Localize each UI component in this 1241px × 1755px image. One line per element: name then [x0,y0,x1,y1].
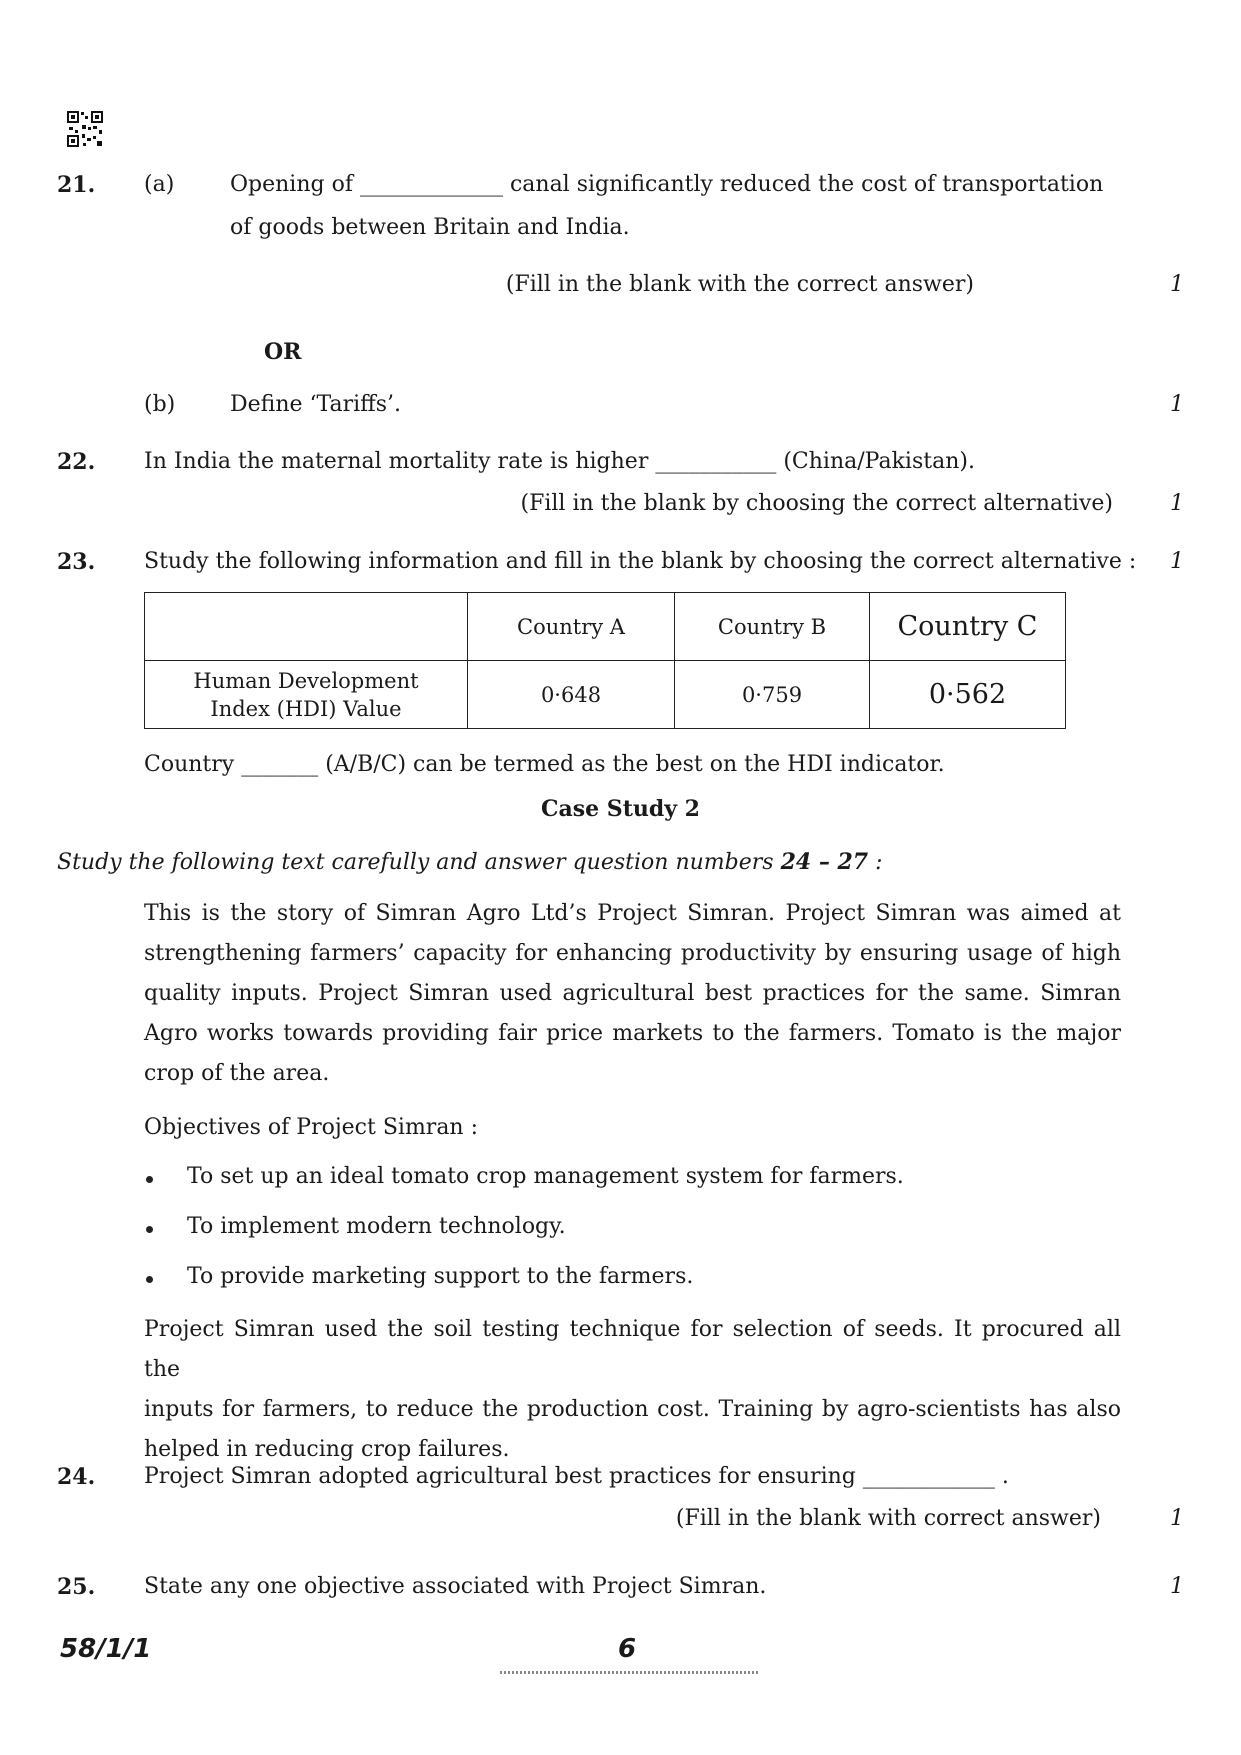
para1-line: This is the story of Simran Agro Ltd’s Project Simran. Project Simran was aimed at [144,901,1121,926]
q21-part-a-instruction: (Fill in the blank with the correct answer) [505,272,974,297]
hdi-value-country-c: 0·562 [870,661,1066,729]
paper-code: 58/1/1 [60,1634,152,1664]
para1-line: strengthening farmers’ capacity for enhancing productivity by ensuring usage of high [144,941,1121,966]
objective-item: To provide marketing support to the farmers. [187,1264,694,1289]
question-number-25: 25. [57,1574,96,1600]
para1-line: Agro works towards providing fair price markets to the farmers. Tomato is the major [144,1021,1121,1046]
q21-part-a-line-1: Opening of _____________ canal significantly reduced the cost of transportation [230,172,1104,197]
hdi-table-header-country-b: Country B [675,593,870,661]
para1-line: quality inputs. Project Simran used agricultural best practices for the same. Simran [144,981,1121,1006]
objective-item: To implement modern technology. [187,1214,566,1239]
q23-marks: 1 [1170,549,1184,574]
hdi-value-country-a: 0·648 [468,661,675,729]
q23-after-text: Country _______ (A/B/C) can be termed as the best on the HDI indicator. [144,752,945,777]
footer-dotted-line [500,1671,758,1674]
para2-line: inputs for farmers, to reduce the production cost. Training by agro-scientists has also [144,1397,1121,1422]
objective-item: To set up an ideal tomato crop management system for farmers. [187,1164,904,1189]
case-study-paragraph-1 [144,894,1121,1094]
question-number-22: 22. [57,449,96,475]
q24-text: Project Simran adopted agricultural best practices for ensuring ____________ . [144,1464,1009,1489]
qr-code-icon [66,110,104,148]
para2-line: Project Simran used the soil testing technique for selection of seeds. It procured all the [144,1317,1121,1382]
q25-text: State any one objective associated with Project Simran. [144,1574,767,1599]
bullet-icon [146,1176,153,1183]
question-number-21: 21. [57,172,96,198]
q21-or-separator: OR [264,339,302,365]
q23-text: Study the following information and fill in the blank by choosing the correct alternative : [144,549,1137,574]
q22-instruction: (Fill in the blank by choosing the correct alternative) [520,491,1113,516]
q21-part-a-label: (a) [144,172,175,197]
case-study-question-range: 24 – 27 [780,849,869,875]
bullet-icon [146,1276,153,1283]
q21-part-b-text: Define ‘Tariffs’. [230,392,402,417]
objectives-heading: Objectives of Project Simran : [144,1115,479,1140]
case-study-instruction [57,849,883,875]
para1-line: crop of the area. [144,1061,330,1086]
q21-part-b-marks: 1 [1170,392,1184,417]
hdi-row-label-line-1: Human Development [193,668,419,693]
case-study-instruction-prefix: Study the following text carefully and answer question numbers [57,850,781,875]
case-study-title: Case Study 2 [541,796,700,822]
case-study-instruction-suffix: : [868,850,883,875]
q24-marks: 1 [1170,1506,1184,1531]
hdi-table [144,592,1066,729]
hdi-table-value-row [145,661,1066,729]
question-number-23: 23. [57,549,96,575]
q22-marks: 1 [1170,491,1184,516]
hdi-table-header-empty [145,593,468,661]
page-number: 6 [618,1634,637,1664]
hdi-table-header-country-c: Country C [870,593,1066,661]
q21-part-a-line-2: of goods between Britain and India. [230,215,630,240]
hdi-table-header-country-a: Country A [468,593,675,661]
hdi-row-label-line-2: Index (HDI) Value [210,696,402,721]
q24-instruction: (Fill in the blank with correct answer) [675,1506,1101,1531]
bullet-icon [146,1226,153,1233]
para2-line: helped in reducing crop failures. [144,1437,510,1462]
q25-marks: 1 [1170,1574,1184,1599]
q22-text: In India the maternal mortality rate is higher ___________ (China/Pakistan). [144,449,975,474]
hdi-value-country-b: 0·759 [675,661,870,729]
q21-part-a-marks: 1 [1170,272,1184,297]
hdi-table-row-label [145,661,468,729]
hdi-table-header-row [145,593,1066,661]
question-number-24: 24. [57,1464,96,1490]
case-study-paragraph-2 [144,1310,1121,1470]
q21-part-b-label: (b) [144,392,176,417]
